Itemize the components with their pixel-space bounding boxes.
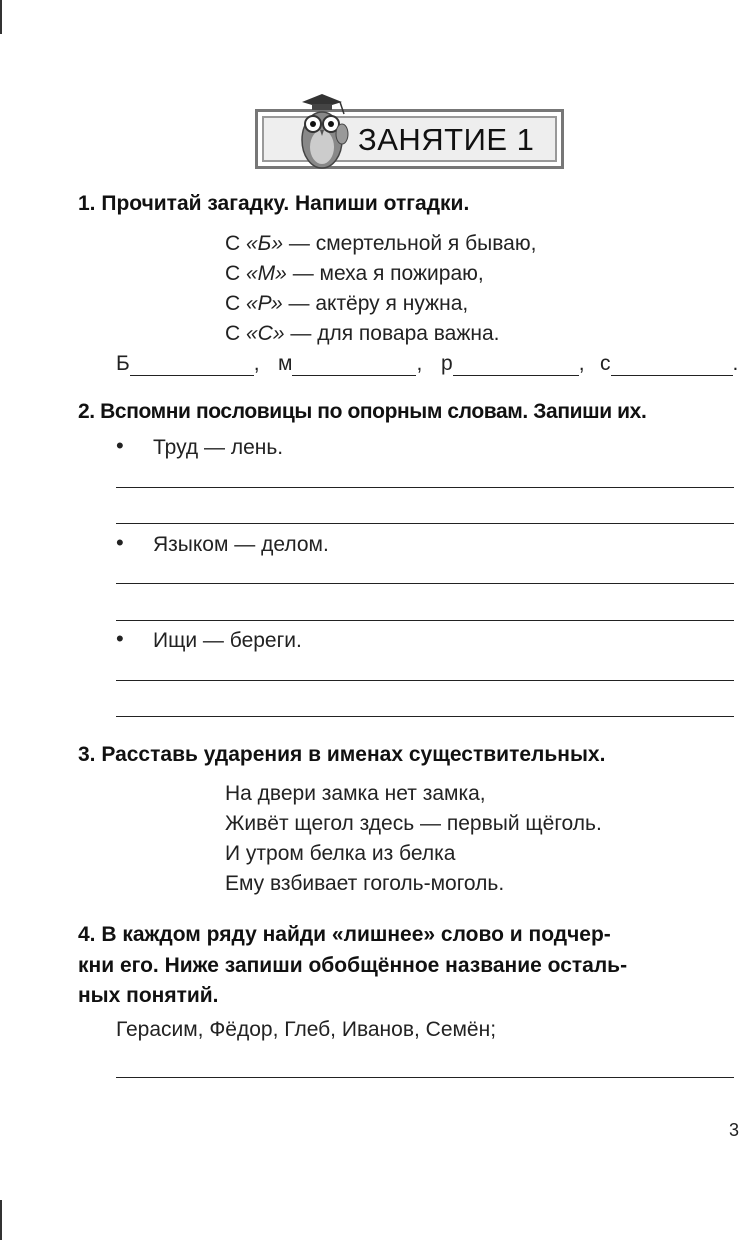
- answer-line[interactable]: [116, 680, 734, 681]
- poem-line: Живёт щегол здесь — первый щёголь.: [225, 812, 602, 835]
- proverb-keywords: Труд — лень.: [153, 436, 284, 459]
- crop-mark-top: [0, 0, 2, 34]
- answer-b[interactable]: Б ,: [116, 352, 260, 375]
- task4-heading-line: ных понятий.: [78, 984, 219, 1007]
- riddle-line: С «Б» — смертельной я бываю,: [225, 232, 537, 255]
- answer-line[interactable]: [116, 487, 734, 488]
- owl-mascot-icon: [288, 92, 352, 170]
- poem-line: И утром белка из белка: [225, 842, 456, 865]
- task3-heading: 3. Расставь ударения в именах существительных.: [78, 743, 606, 766]
- poem-line: На двери замка нет замка,: [225, 782, 486, 805]
- bullet-icon: •: [116, 530, 124, 555]
- task4-heading: [78, 920, 740, 1012]
- answer-line[interactable]: [116, 583, 734, 584]
- riddle-line: С «С» — для повара важна.: [225, 322, 500, 345]
- proverb-keywords: Ищи — береги.: [153, 629, 302, 652]
- riddle: [225, 229, 536, 349]
- answer-line[interactable]: [116, 1077, 734, 1078]
- riddle-line: С «Р» — актёру я нужна,: [225, 292, 469, 315]
- answer-line[interactable]: [116, 716, 734, 717]
- answer-s[interactable]: с .: [600, 352, 739, 375]
- page-number: 3: [729, 1120, 740, 1140]
- riddle-line: С «М» — меха я пожираю,: [225, 262, 484, 285]
- answer-r[interactable]: р ,: [441, 352, 585, 375]
- bullet-icon: •: [116, 433, 124, 458]
- lesson-title: ЗАНЯТИЕ 1: [358, 122, 535, 157]
- task4-heading-line: 4. В каждом ряду найди «лишнее» слово и подчер-: [78, 923, 611, 946]
- riddle-answers: [116, 352, 742, 382]
- task2-heading: 2. Вспомни пословицы по опорным словам. Запиши их.: [78, 400, 647, 423]
- proverb-keywords: Языком — делом.: [153, 533, 329, 556]
- poem-line: Ему взбивает гоголь-моголь.: [225, 872, 505, 895]
- poem: [225, 779, 602, 899]
- answer-m[interactable]: м ,: [278, 352, 423, 375]
- bullet-icon: •: [116, 626, 124, 651]
- crop-mark-bottom: [0, 1200, 2, 1240]
- answer-line[interactable]: [116, 620, 734, 621]
- word-row[interactable]: Герасим, Фёдор, Глеб, Иванов, Семён;: [116, 1018, 497, 1041]
- task4-heading-line: кни его. Ниже запиши обобщённое название осталь-: [78, 953, 628, 977]
- task1-heading: 1. Прочитай загадку. Напиши отгадки.: [78, 192, 470, 215]
- answer-line[interactable]: [116, 523, 734, 524]
